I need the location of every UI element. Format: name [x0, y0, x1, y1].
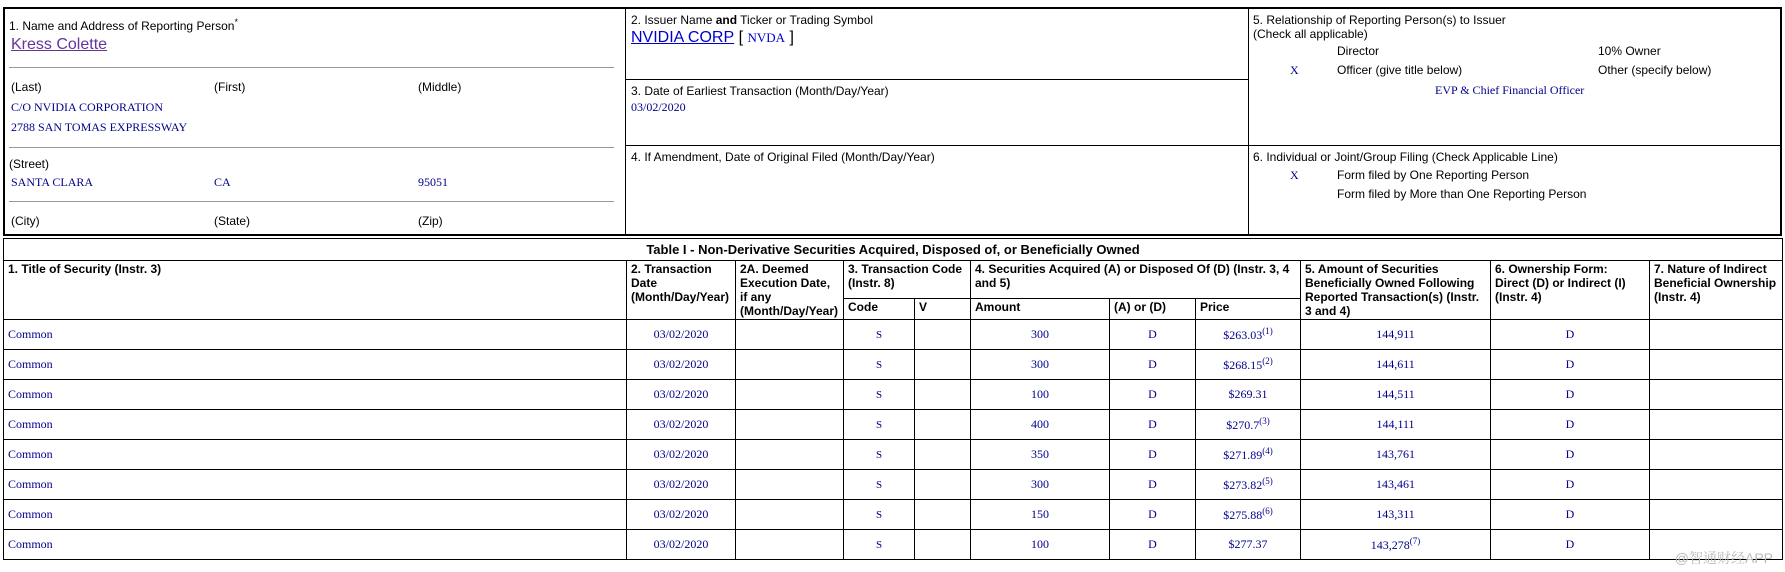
divider [9, 147, 614, 148]
cell-price: $277.37 [1196, 530, 1301, 560]
cell-code: S [844, 440, 915, 470]
cell-nature [1650, 440, 1783, 470]
issuer-line [631, 29, 794, 47]
cell-date: 03/02/2020 [627, 470, 736, 500]
cell-deemed-date [736, 500, 844, 530]
cell-title: Common [4, 470, 627, 500]
col-header-date: 2. Transaction Date (Month/Day/Year) [627, 261, 736, 320]
cell-code: S [844, 350, 915, 380]
box5-sub: (Check all applicable) [1253, 27, 1368, 41]
cell-ownership-form: D [1491, 410, 1650, 440]
cell-price: $273.82$^{(5)}$ [1196, 470, 1301, 500]
cell-amount: 300 [971, 470, 1110, 500]
subheader-a-or-d: (A) or (D) [1110, 299, 1196, 320]
divider [625, 8, 626, 235]
cell-code: S [844, 470, 915, 500]
divider [9, 67, 614, 68]
bracket-open: [ [738, 29, 744, 46]
divider [1248, 8, 1249, 235]
cell-deemed-date [736, 320, 844, 350]
cell-owned: 144,611 [1301, 350, 1491, 380]
cell-title: Common [4, 320, 627, 350]
cell-a-or-d: D [1110, 530, 1196, 560]
first-label: (First) [214, 80, 246, 94]
zip-value: 95051 [418, 175, 448, 189]
cell-owned: 144,911 [1301, 320, 1491, 350]
subheader-code: Code [844, 299, 915, 320]
box6-label: 6. Individual or Joint/Group Filing (Check Applicable Line) [1253, 150, 1558, 164]
subheader-v: V [915, 299, 971, 320]
box2-label: 2. Issuer Name and Ticker or Trading Symbol [631, 13, 874, 27]
footnote-ref: (4) [1262, 446, 1273, 456]
col-header-ownership-form: 6. Ownership Form: Direct (D) or Indirect (I) (Instr. 4) [1491, 261, 1650, 320]
divider [9, 201, 614, 202]
watermark: @智通财经APP [1674, 550, 1773, 566]
cell-v [915, 380, 971, 410]
cell-amount: 350 [971, 440, 1110, 470]
cell-ownership-form: D [1491, 530, 1650, 560]
state-value: CA [214, 175, 231, 189]
col-header-deemed-date: 2A. Deemed Execution Date, if any (Month/Day/Year) [736, 261, 844, 320]
table-row [4, 380, 1783, 410]
box1-label: 1. Name and Address of Reporting Person* [9, 17, 238, 33]
col-header-code: 3. Transaction Code (Instr. 8) [844, 261, 971, 299]
cell-date: 03/02/2020 [627, 350, 736, 380]
cell-deemed-date [736, 530, 844, 560]
cell-code: S [844, 320, 915, 350]
cell-code: S [844, 410, 915, 440]
footnote-ref: (3) [1259, 416, 1270, 426]
cell-price: $270.7$^{(3)}$ [1196, 410, 1301, 440]
divider [626, 145, 1781, 146]
one-person-label: Form filed by One Reporting Person [1337, 168, 1530, 182]
cell-owned: 143,311 [1301, 500, 1491, 530]
divider [626, 79, 1248, 80]
cell-deemed-date [736, 350, 844, 380]
cell-date: 03/02/2020 [627, 500, 736, 530]
cell-price: $263.03$^{(1)}$ [1196, 320, 1301, 350]
cell-price: $269.31 [1196, 380, 1301, 410]
middle-label: (Middle) [418, 80, 462, 94]
cell-amount: 100 [971, 380, 1110, 410]
cell-code: S [844, 380, 915, 410]
cell-ownership-form: D [1491, 350, 1650, 380]
footnote-ref: (1) [1262, 326, 1273, 336]
cell-price: $275.88$^{(6)}$ [1196, 500, 1301, 530]
cell-amount: 150 [971, 500, 1110, 530]
cell-a-or-d: D [1110, 470, 1196, 500]
cell-a-or-d: D [1110, 320, 1196, 350]
reporting-person-name-link[interactable]: Kress Colette [11, 36, 108, 53]
issuer-name-link[interactable]: NVIDIA CORP [631, 29, 735, 46]
subheader-price: Price [1196, 299, 1301, 320]
last-label: (Last) [11, 80, 42, 94]
officer-check-mark: X [1290, 63, 1299, 77]
table-row [4, 350, 1783, 380]
cell-date: 03/02/2020 [627, 380, 736, 410]
cell-nature [1650, 410, 1783, 440]
cell-owned: 143,761 [1301, 440, 1491, 470]
col-header-amount-owned: 5. Amount of Securities Beneficially Owned Following Reported Transaction(s) (Instr. 3 and 4) [1301, 261, 1491, 320]
col-header-title: 1. Title of Security (Instr. 3) [4, 261, 627, 320]
multi-person-label: Form filed by More than One Reporting Person [1337, 187, 1587, 201]
ticker-link[interactable]: NVDA [747, 30, 786, 45]
city-value: SANTA CLARA [11, 175, 94, 189]
city-label: (City) [11, 214, 40, 228]
cell-owned: 144,111 [1301, 410, 1491, 440]
table-row [4, 320, 1783, 350]
cell-title: Common [4, 440, 627, 470]
cell-code: S [844, 530, 915, 560]
cell-price: $271.89$^{(4)}$ [1196, 440, 1301, 470]
cell-owned: 143,278$^{(7)}$ [1301, 530, 1491, 560]
cell-owned: 144,511 [1301, 380, 1491, 410]
cell-deemed-date [736, 410, 844, 440]
cell-nature [1650, 380, 1783, 410]
one-person-check-mark: X [1290, 168, 1299, 182]
footnote-ref: (2) [1262, 356, 1273, 366]
subheader-amount: Amount [971, 299, 1110, 320]
bracket-close: ] [789, 29, 794, 46]
cell-title: Common [4, 410, 627, 440]
cell-date: 03/02/2020 [627, 440, 736, 470]
cell-deemed-date [736, 380, 844, 410]
cell-ownership-form: D [1491, 440, 1650, 470]
cell-v [915, 470, 971, 500]
table-row [4, 530, 1783, 560]
table-row [4, 410, 1783, 440]
cell-v [915, 440, 971, 470]
cell-v [915, 410, 971, 440]
cell-nature [1650, 320, 1783, 350]
cell-deemed-date [736, 470, 844, 500]
cell-ownership-form: D [1491, 380, 1650, 410]
cell-v [915, 500, 971, 530]
cell-nature [1650, 470, 1783, 500]
director-label: Director [1337, 44, 1380, 58]
cell-owned: 143,461 [1301, 470, 1491, 500]
cell-amount: 300 [971, 320, 1110, 350]
table-title: Table I - Non-Derivative Securities Acquired, Disposed of, or Beneficially Owned [4, 239, 1783, 261]
cell-amount: 300 [971, 350, 1110, 380]
cell-date: 03/02/2020 [627, 530, 736, 560]
box4-label: 4. If Amendment, Date of Original Filed (Month/Day/Year) [631, 150, 935, 164]
cell-ownership-form: D [1491, 320, 1650, 350]
cell-amount: 400 [971, 410, 1110, 440]
table-row [4, 500, 1783, 530]
street-line2: 2788 SAN TOMAS EXPRESSWAY [11, 120, 188, 134]
officer-label: Officer (give title below) [1337, 63, 1463, 77]
box3-label: 3. Date of Earliest Transaction (Month/Day/Year) [631, 84, 889, 98]
cell-title: Common [4, 350, 627, 380]
cell-date: 03/02/2020 [627, 410, 736, 440]
state-label: (State) [214, 214, 251, 228]
cell-a-or-d: D [1110, 440, 1196, 470]
cell-v [915, 320, 971, 350]
cell-title: Common [4, 530, 627, 560]
table-non-derivative [3, 238, 1783, 560]
footnote-ref: (5) [1262, 476, 1273, 486]
cell-title: Common [4, 500, 627, 530]
other-label: Other (specify below) [1598, 63, 1712, 77]
cell-ownership-form: D [1491, 500, 1650, 530]
cell-deemed-date [736, 440, 844, 470]
cell-v [915, 530, 971, 560]
officer-title: EVP & Chief Financial Officer [1435, 83, 1585, 97]
cell-a-or-d: D [1110, 410, 1196, 440]
table-row [4, 470, 1783, 500]
cell-a-or-d: D [1110, 500, 1196, 530]
cell-date: 03/02/2020 [627, 320, 736, 350]
zip-label: (Zip) [418, 214, 443, 228]
cell-nature [1650, 350, 1783, 380]
footnote-ref: (7) [1409, 536, 1421, 546]
cell-a-or-d: D [1110, 380, 1196, 410]
cell-v [915, 350, 971, 380]
street-line1: C/O NVIDIA CORPORATION [11, 100, 164, 114]
cell-nature [1650, 500, 1783, 530]
footnote-ref: (6) [1262, 506, 1273, 516]
cell-title: Common [4, 380, 627, 410]
table-row [4, 440, 1783, 470]
cell-price: $268.15$^{(2)}$ [1196, 350, 1301, 380]
col-header-securities: 4. Securities Acquired (A) or Disposed Of (D) (Instr. 3, 4 and 5) [971, 261, 1301, 299]
cell-a-or-d: D [1110, 350, 1196, 380]
earliest-transaction-date: 03/02/2020 [631, 100, 686, 114]
cell-code: S [844, 500, 915, 530]
cell-amount: 100 [971, 530, 1110, 560]
cell-ownership-form: D [1491, 470, 1650, 500]
street-label: (Street) [9, 157, 50, 171]
box5-label: 5. Relationship of Reporting Person(s) to Issuer [1253, 13, 1506, 27]
col-header-nature: 7. Nature of Indirect Beneficial Ownership (Instr. 4) [1650, 261, 1783, 320]
ten-pct-owner-label: 10% Owner [1598, 44, 1661, 58]
